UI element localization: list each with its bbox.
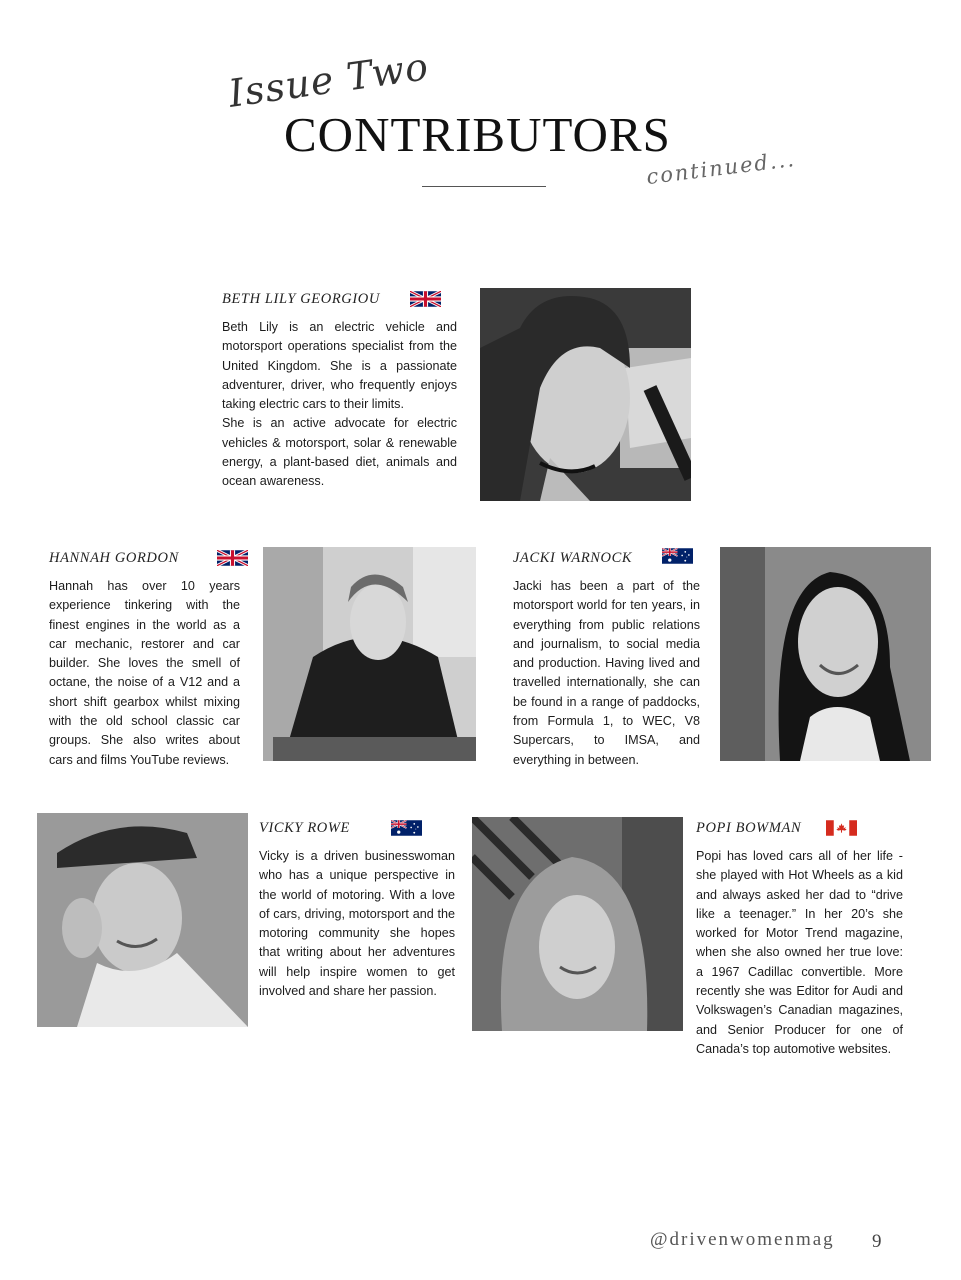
australia-flag-icon bbox=[391, 820, 422, 836]
contributor-bio-popi bbox=[696, 847, 903, 1059]
uk-flag-icon bbox=[410, 291, 441, 307]
contributor-name-hannah: HANNAH GORDON bbox=[49, 550, 179, 566]
bio-paragraph: She is an active advocate for electric vehicles & motorsport, solar & renewable energy, a plant-based diet, animals and ocean awareness. bbox=[222, 416, 457, 489]
page-number: 9 bbox=[872, 1231, 882, 1252]
contributor-bio-hannah bbox=[49, 577, 240, 770]
contributor-photo-jacki bbox=[720, 547, 931, 761]
australia-flag-icon bbox=[662, 548, 693, 564]
title-divider bbox=[422, 186, 546, 187]
contributor-photo-vicky bbox=[37, 813, 248, 1027]
contributor-name-jacki: JACKI WARNOCK bbox=[513, 550, 633, 566]
contributor-name-beth: BETH LILY GEORGIOU bbox=[222, 291, 380, 307]
bio-paragraph: Jacki has been a part of the motorsport world for ten years, in everything from public relations and journalism, to social media and production. Having lived and travelled internationally, she can be found in a range of paddocks, from Formula 1, to WEC, V8 Supercars, to IMSA, and everything in between. bbox=[513, 579, 700, 767]
contributor-photo-beth bbox=[480, 288, 691, 501]
contributor-photo-hannah bbox=[263, 547, 476, 761]
issue-label: Issue Two bbox=[225, 44, 432, 116]
bio-paragraph: Beth Lily is an electric vehicle and motorsport operations specialist from the United Kingdom. She is a passionate adventurer, driver, who frequently enjoys taking electric cars to their limits. bbox=[222, 320, 457, 412]
bio-paragraph: Vicky is a driven businesswoman who has a unique perspective in the world of motoring. With a love of cars, driving, motorsport and the motoring community she hopes that writing about her adventures will help inspire women to get involved and share her passion. bbox=[259, 849, 455, 999]
contributor-bio-beth bbox=[222, 318, 457, 492]
canada-flag-icon bbox=[826, 820, 857, 836]
contributor-bio-vicky bbox=[259, 847, 455, 1001]
contributor-name-vicky: VICKY ROWE bbox=[259, 820, 350, 836]
uk-flag-icon bbox=[217, 550, 248, 566]
contributor-photo-popi bbox=[472, 817, 683, 1031]
continued-label: continued... bbox=[645, 146, 797, 190]
page-title: CONTRIBUTORS bbox=[284, 107, 671, 162]
contributor-name-popi: POPI BOWMAN bbox=[696, 820, 802, 836]
social-handle: @drivenwomenmag bbox=[650, 1229, 835, 1250]
contributor-bio-jacki bbox=[513, 577, 700, 770]
bio-paragraph: Popi has loved cars all of her life - she played with Hot Wheels as a kid and always asked her dad to “drive like a teenager.” In her 20’s she worked for Motor Trend magazine, when she also owned her true love: a 1967 Cadillac convertible. More recently she was Editor for Audi and Volkswagen’s Canadian magazines, and Senior Producer for one of Canada’s top automotive websites. bbox=[696, 849, 903, 1056]
bio-paragraph: Hannah has over 10 years experience tinkering with the finest engines in the world as a car mechanic, restorer and car builder. She loves the smell of octane, the noise of a V12 and a short shift gearbox whilst mixing with the old school classic car groups. She also writes about cars and films YouTube reviews. bbox=[49, 579, 240, 767]
